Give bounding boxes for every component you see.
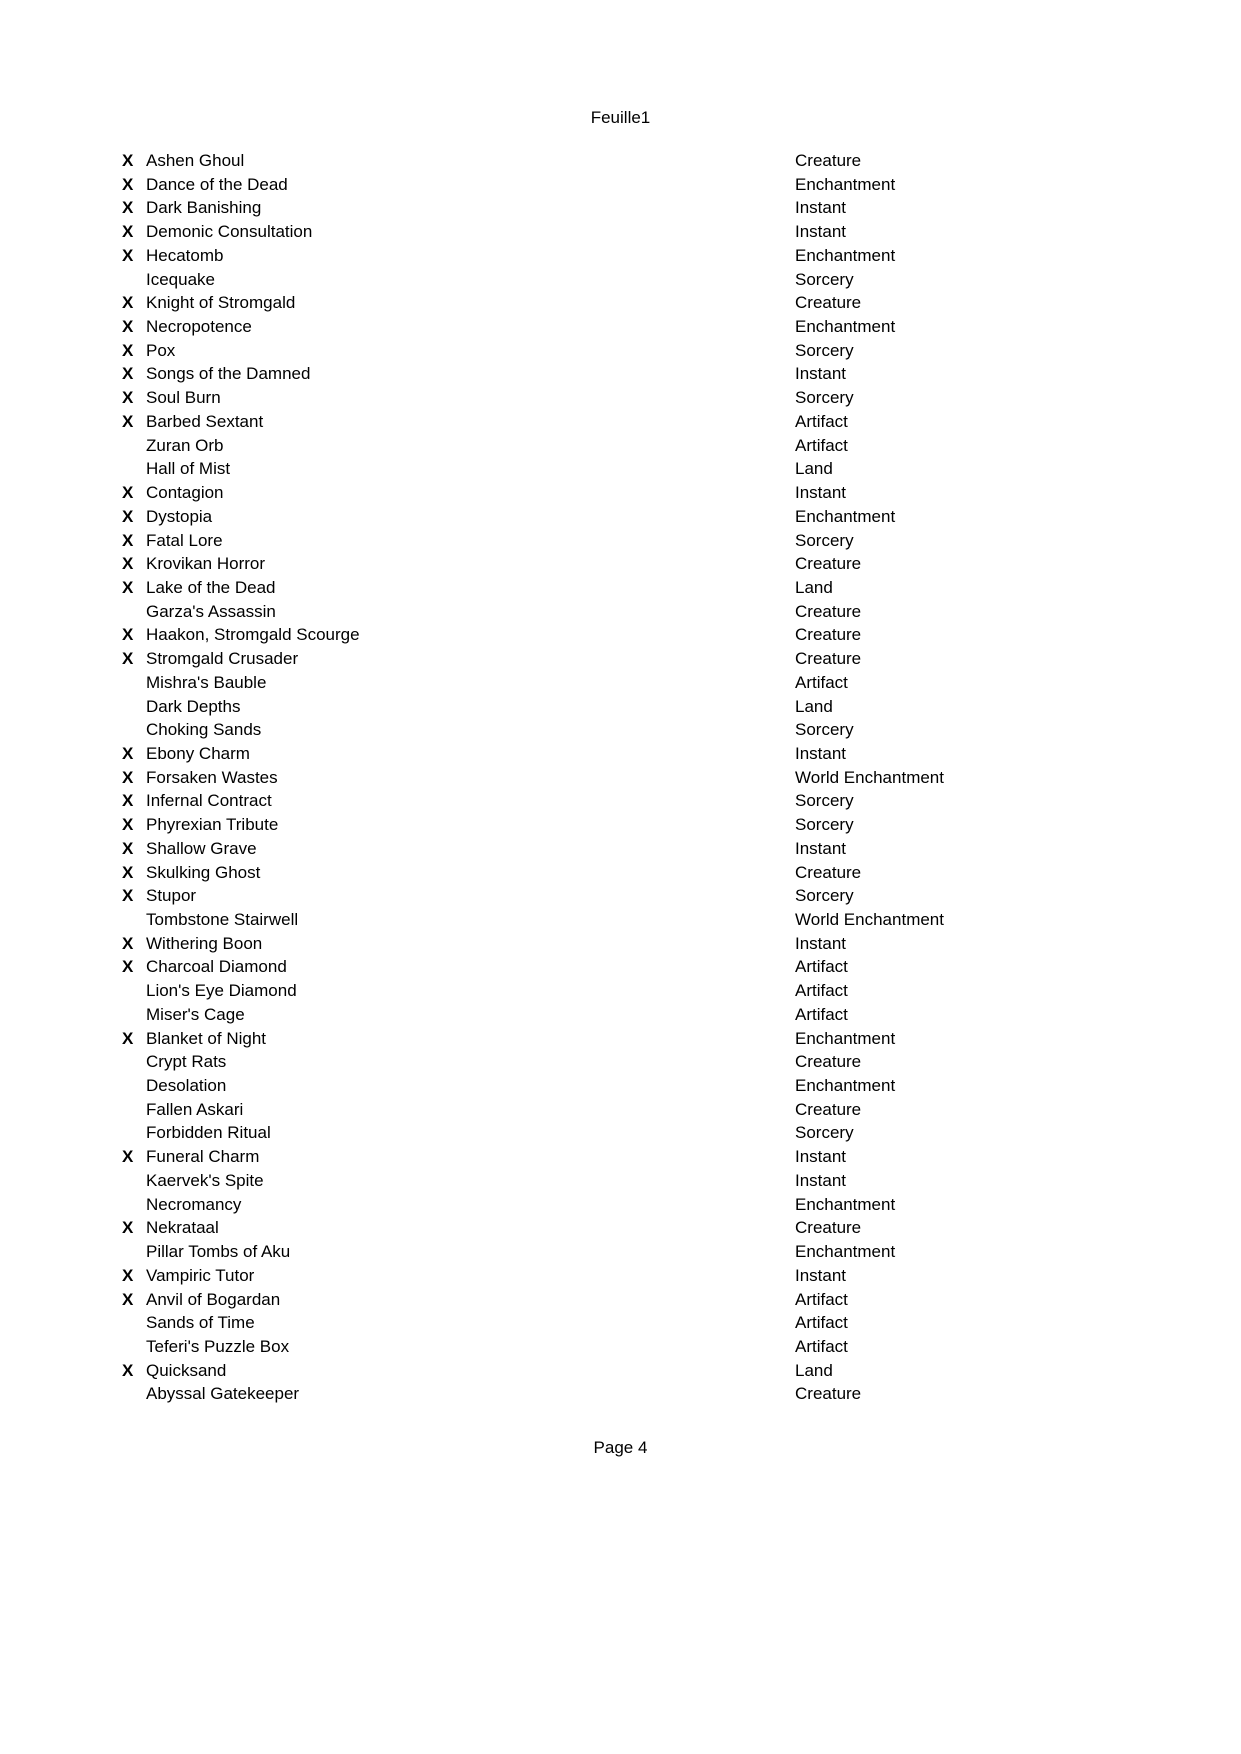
card-row — [0, 908, 1241, 932]
card-name: Miser's Cage — [146, 1004, 245, 1024]
card-name: Dark Banishing — [146, 198, 262, 218]
checked-marker: X — [122, 245, 134, 265]
card-type: Land — [795, 696, 833, 716]
checked-marker: X — [122, 1265, 134, 1285]
card-row — [0, 149, 1241, 173]
card-name: Skulking Ghost — [146, 862, 261, 882]
card-row — [0, 529, 1241, 553]
card-row — [0, 220, 1241, 244]
card-name: Zuran Orb — [146, 435, 224, 455]
checked-marker: X — [122, 506, 134, 526]
card-type: Creature — [795, 554, 862, 574]
card-type: Creature — [795, 625, 862, 645]
checked-marker: X — [122, 222, 134, 242]
card-row — [0, 671, 1241, 695]
checked-marker: X — [122, 151, 134, 170]
card-row — [0, 173, 1241, 197]
card-row — [0, 1074, 1241, 1098]
card-name: Hall of Mist — [146, 459, 231, 479]
card-row — [0, 1382, 1241, 1406]
card-type: Creature — [795, 862, 862, 882]
card-type: Artifact — [795, 411, 848, 431]
card-name: Vampiric Tutor — [146, 1265, 255, 1285]
card-type: Artifact — [795, 981, 848, 1001]
card-name: Infernal Contract — [146, 791, 272, 811]
card-name: Kaervek's Spite — [146, 1170, 264, 1190]
card-name: Nekrataal — [146, 1218, 219, 1238]
card-name: Withering Boon — [146, 933, 263, 953]
card-row — [0, 505, 1241, 529]
card-type: Creature — [795, 1384, 862, 1404]
checked-marker: X — [122, 530, 134, 550]
card-name: Barbed Sextant — [146, 411, 264, 431]
card-type: Artifact — [795, 672, 848, 692]
card-name: Stromgald Crusader — [146, 649, 299, 669]
card-type: Enchantment — [795, 174, 896, 194]
card-row — [0, 576, 1241, 600]
card-type: Creature — [795, 649, 862, 669]
card-type: Creature — [795, 1099, 862, 1119]
checked-marker: X — [122, 649, 134, 669]
card-type: Sorcery — [795, 791, 854, 811]
checked-marker: X — [122, 554, 134, 574]
checked-marker: X — [122, 411, 134, 431]
card-type: Sorcery — [795, 340, 854, 360]
checked-marker: X — [122, 1289, 134, 1309]
card-type: Instant — [795, 364, 847, 384]
card-name: Knight of Stromgald — [146, 293, 296, 313]
card-row — [0, 1003, 1241, 1027]
card-type: Enchantment — [795, 1028, 896, 1048]
checked-marker: X — [122, 174, 134, 194]
card-row — [0, 1027, 1241, 1051]
card-type: Enchantment — [795, 1242, 896, 1262]
card-row — [0, 789, 1241, 813]
card-type: Enchantment — [795, 506, 896, 526]
card-type: Instant — [795, 1147, 847, 1167]
card-row — [0, 410, 1241, 434]
card-type: Land — [795, 459, 833, 479]
card-row — [0, 1216, 1241, 1240]
card-name: Demonic Consultation — [146, 222, 313, 242]
card-row — [0, 600, 1241, 624]
card-type: Artifact — [795, 1289, 848, 1309]
card-row — [0, 1098, 1241, 1122]
sheet-title: Feuille1 — [590, 108, 651, 127]
card-name: Ashen Ghoul — [146, 151, 245, 170]
card-row — [0, 861, 1241, 885]
card-row — [0, 647, 1241, 671]
card-name: Quicksand — [146, 1360, 227, 1380]
card-row — [0, 1335, 1241, 1359]
card-name: Necropotence — [146, 317, 252, 337]
card-row — [0, 434, 1241, 458]
card-name: Lion's Eye Diamond — [146, 981, 297, 1001]
card-type: Instant — [795, 1265, 847, 1285]
card-name: Dance of the Dead — [146, 174, 288, 194]
card-row — [0, 1359, 1241, 1383]
card-type: Creature — [795, 1052, 862, 1072]
card-name: Funeral Charm — [146, 1147, 260, 1167]
checked-marker: X — [122, 1028, 134, 1048]
card-row — [0, 766, 1241, 790]
card-row — [0, 386, 1241, 410]
card-row — [0, 457, 1241, 481]
card-type: Artifact — [795, 1313, 848, 1333]
checked-marker: X — [122, 1218, 134, 1238]
checked-marker: X — [122, 838, 134, 858]
card-name: Anvil of Bogardan — [146, 1289, 281, 1309]
card-type: Instant — [795, 743, 847, 763]
checked-marker: X — [122, 198, 134, 218]
checked-marker: X — [122, 886, 134, 906]
card-row — [0, 244, 1241, 268]
card-type: Instant — [795, 222, 847, 242]
card-row — [0, 268, 1241, 292]
card-name: Icequake — [146, 269, 215, 289]
card-row — [0, 552, 1241, 576]
card-type: Enchantment — [795, 245, 896, 265]
checked-marker: X — [122, 862, 134, 882]
card-name: Phyrexian Tribute — [146, 815, 279, 835]
card-name: Necromancy — [146, 1194, 242, 1214]
card-type: Sorcery — [795, 886, 854, 906]
card-name: Choking Sands — [146, 720, 262, 740]
card-name: Tombstone Stairwell — [146, 910, 299, 929]
card-row — [0, 1169, 1241, 1193]
card-type: Creature — [795, 601, 862, 621]
card-row — [0, 1311, 1241, 1335]
card-row — [0, 695, 1241, 719]
checked-marker: X — [122, 483, 134, 503]
checked-marker: X — [122, 1147, 134, 1167]
card-type: Enchantment — [795, 317, 896, 337]
card-name: Contagion — [146, 483, 224, 503]
checked-marker: X — [122, 577, 134, 597]
card-row — [0, 196, 1241, 220]
card-type: Sorcery — [795, 1123, 854, 1143]
card-type: Artifact — [795, 957, 848, 977]
card-row — [0, 742, 1241, 766]
card-row — [0, 1145, 1241, 1169]
card-name: Blanket of Night — [146, 1028, 267, 1048]
card-type: Sorcery — [795, 388, 854, 408]
checked-marker: X — [122, 364, 134, 384]
card-type: Sorcery — [795, 269, 854, 289]
checked-marker: X — [122, 1360, 134, 1380]
card-name: Pillar Tombs of Aku — [146, 1242, 291, 1262]
card-name: Soul Burn — [146, 388, 221, 408]
card-type: Creature — [795, 151, 862, 170]
card-name: Sands of Time — [146, 1313, 255, 1333]
card-row — [0, 339, 1241, 363]
card-type: Creature — [795, 293, 862, 313]
checked-marker: X — [122, 815, 134, 835]
card-row — [0, 813, 1241, 837]
card-row — [0, 718, 1241, 742]
checked-marker: X — [122, 791, 134, 811]
card-name: Krovikan Horror — [146, 554, 266, 574]
card-name: Dystopia — [146, 506, 213, 526]
card-row — [0, 1050, 1241, 1074]
card-type: Sorcery — [795, 815, 854, 835]
card-row — [0, 932, 1241, 956]
card-row — [0, 362, 1241, 386]
card-type: Artifact — [795, 1336, 848, 1356]
checked-marker: X — [122, 767, 134, 787]
card-type: Enchantment — [795, 1076, 896, 1096]
card-type: Instant — [795, 933, 847, 953]
card-row — [0, 1121, 1241, 1145]
card-row — [0, 1193, 1241, 1217]
card-type: World Enchantment — [795, 767, 944, 787]
card-row — [0, 979, 1241, 1003]
card-row — [0, 623, 1241, 647]
card-name: Lake of the Dead — [146, 577, 276, 597]
card-row — [0, 291, 1241, 315]
card-row — [0, 315, 1241, 339]
card-name: Charcoal Diamond — [146, 957, 287, 977]
card-row — [0, 1264, 1241, 1288]
card-row — [0, 1288, 1241, 1312]
card-name: Garza's Assassin — [146, 601, 276, 621]
checked-marker: X — [122, 957, 134, 977]
card-name: Ebony Charm — [146, 743, 250, 763]
card-name: Desolation — [146, 1076, 227, 1096]
card-name: Dark Depths — [146, 696, 241, 716]
card-type: Land — [795, 1360, 833, 1380]
card-name: Hecatomb — [146, 245, 224, 265]
card-name: Teferi's Puzzle Box — [146, 1336, 290, 1356]
card-type: Instant — [795, 838, 847, 858]
checked-marker: X — [122, 317, 134, 337]
card-name: Forsaken Wastes — [146, 767, 278, 787]
checked-marker: X — [122, 625, 134, 645]
card-name: Stupor — [146, 886, 197, 906]
card-type: Sorcery — [795, 720, 854, 740]
card-name: Abyssal Gatekeeper — [146, 1384, 300, 1404]
card-name: Fatal Lore — [146, 530, 223, 550]
card-name: Forbidden Ritual — [146, 1123, 271, 1143]
checked-marker: X — [122, 340, 134, 360]
card-type: Sorcery — [795, 530, 854, 550]
card-type: Enchantment — [795, 1194, 896, 1214]
card-name: Haakon, Stromgald Scourge — [146, 625, 360, 645]
card-name: Mishra's Bauble — [146, 672, 267, 692]
card-type: Land — [795, 577, 833, 597]
card-row — [0, 481, 1241, 505]
card-row — [0, 955, 1241, 979]
checked-marker: X — [122, 743, 134, 763]
card-type: Instant — [795, 1170, 847, 1190]
page-footer: Page 4 — [593, 1438, 648, 1457]
card-type: Instant — [795, 198, 847, 218]
checked-marker: X — [122, 933, 134, 953]
card-list — [0, 149, 1241, 1406]
card-name: Fallen Askari — [146, 1099, 244, 1119]
card-name: Pox — [146, 340, 176, 360]
card-row — [0, 837, 1241, 861]
card-type: Creature — [795, 1218, 862, 1238]
card-name: Shallow Grave — [146, 838, 257, 858]
card-name: Songs of the Damned — [146, 364, 311, 384]
card-row — [0, 1240, 1241, 1264]
card-row — [0, 884, 1241, 908]
checked-marker: X — [122, 388, 134, 408]
card-type: World Enchantment — [795, 910, 944, 929]
card-type: Artifact — [795, 1004, 848, 1024]
card-name: Crypt Rats — [146, 1052, 227, 1072]
card-type: Instant — [795, 483, 847, 503]
checked-marker: X — [122, 293, 134, 313]
card-type: Artifact — [795, 435, 848, 455]
